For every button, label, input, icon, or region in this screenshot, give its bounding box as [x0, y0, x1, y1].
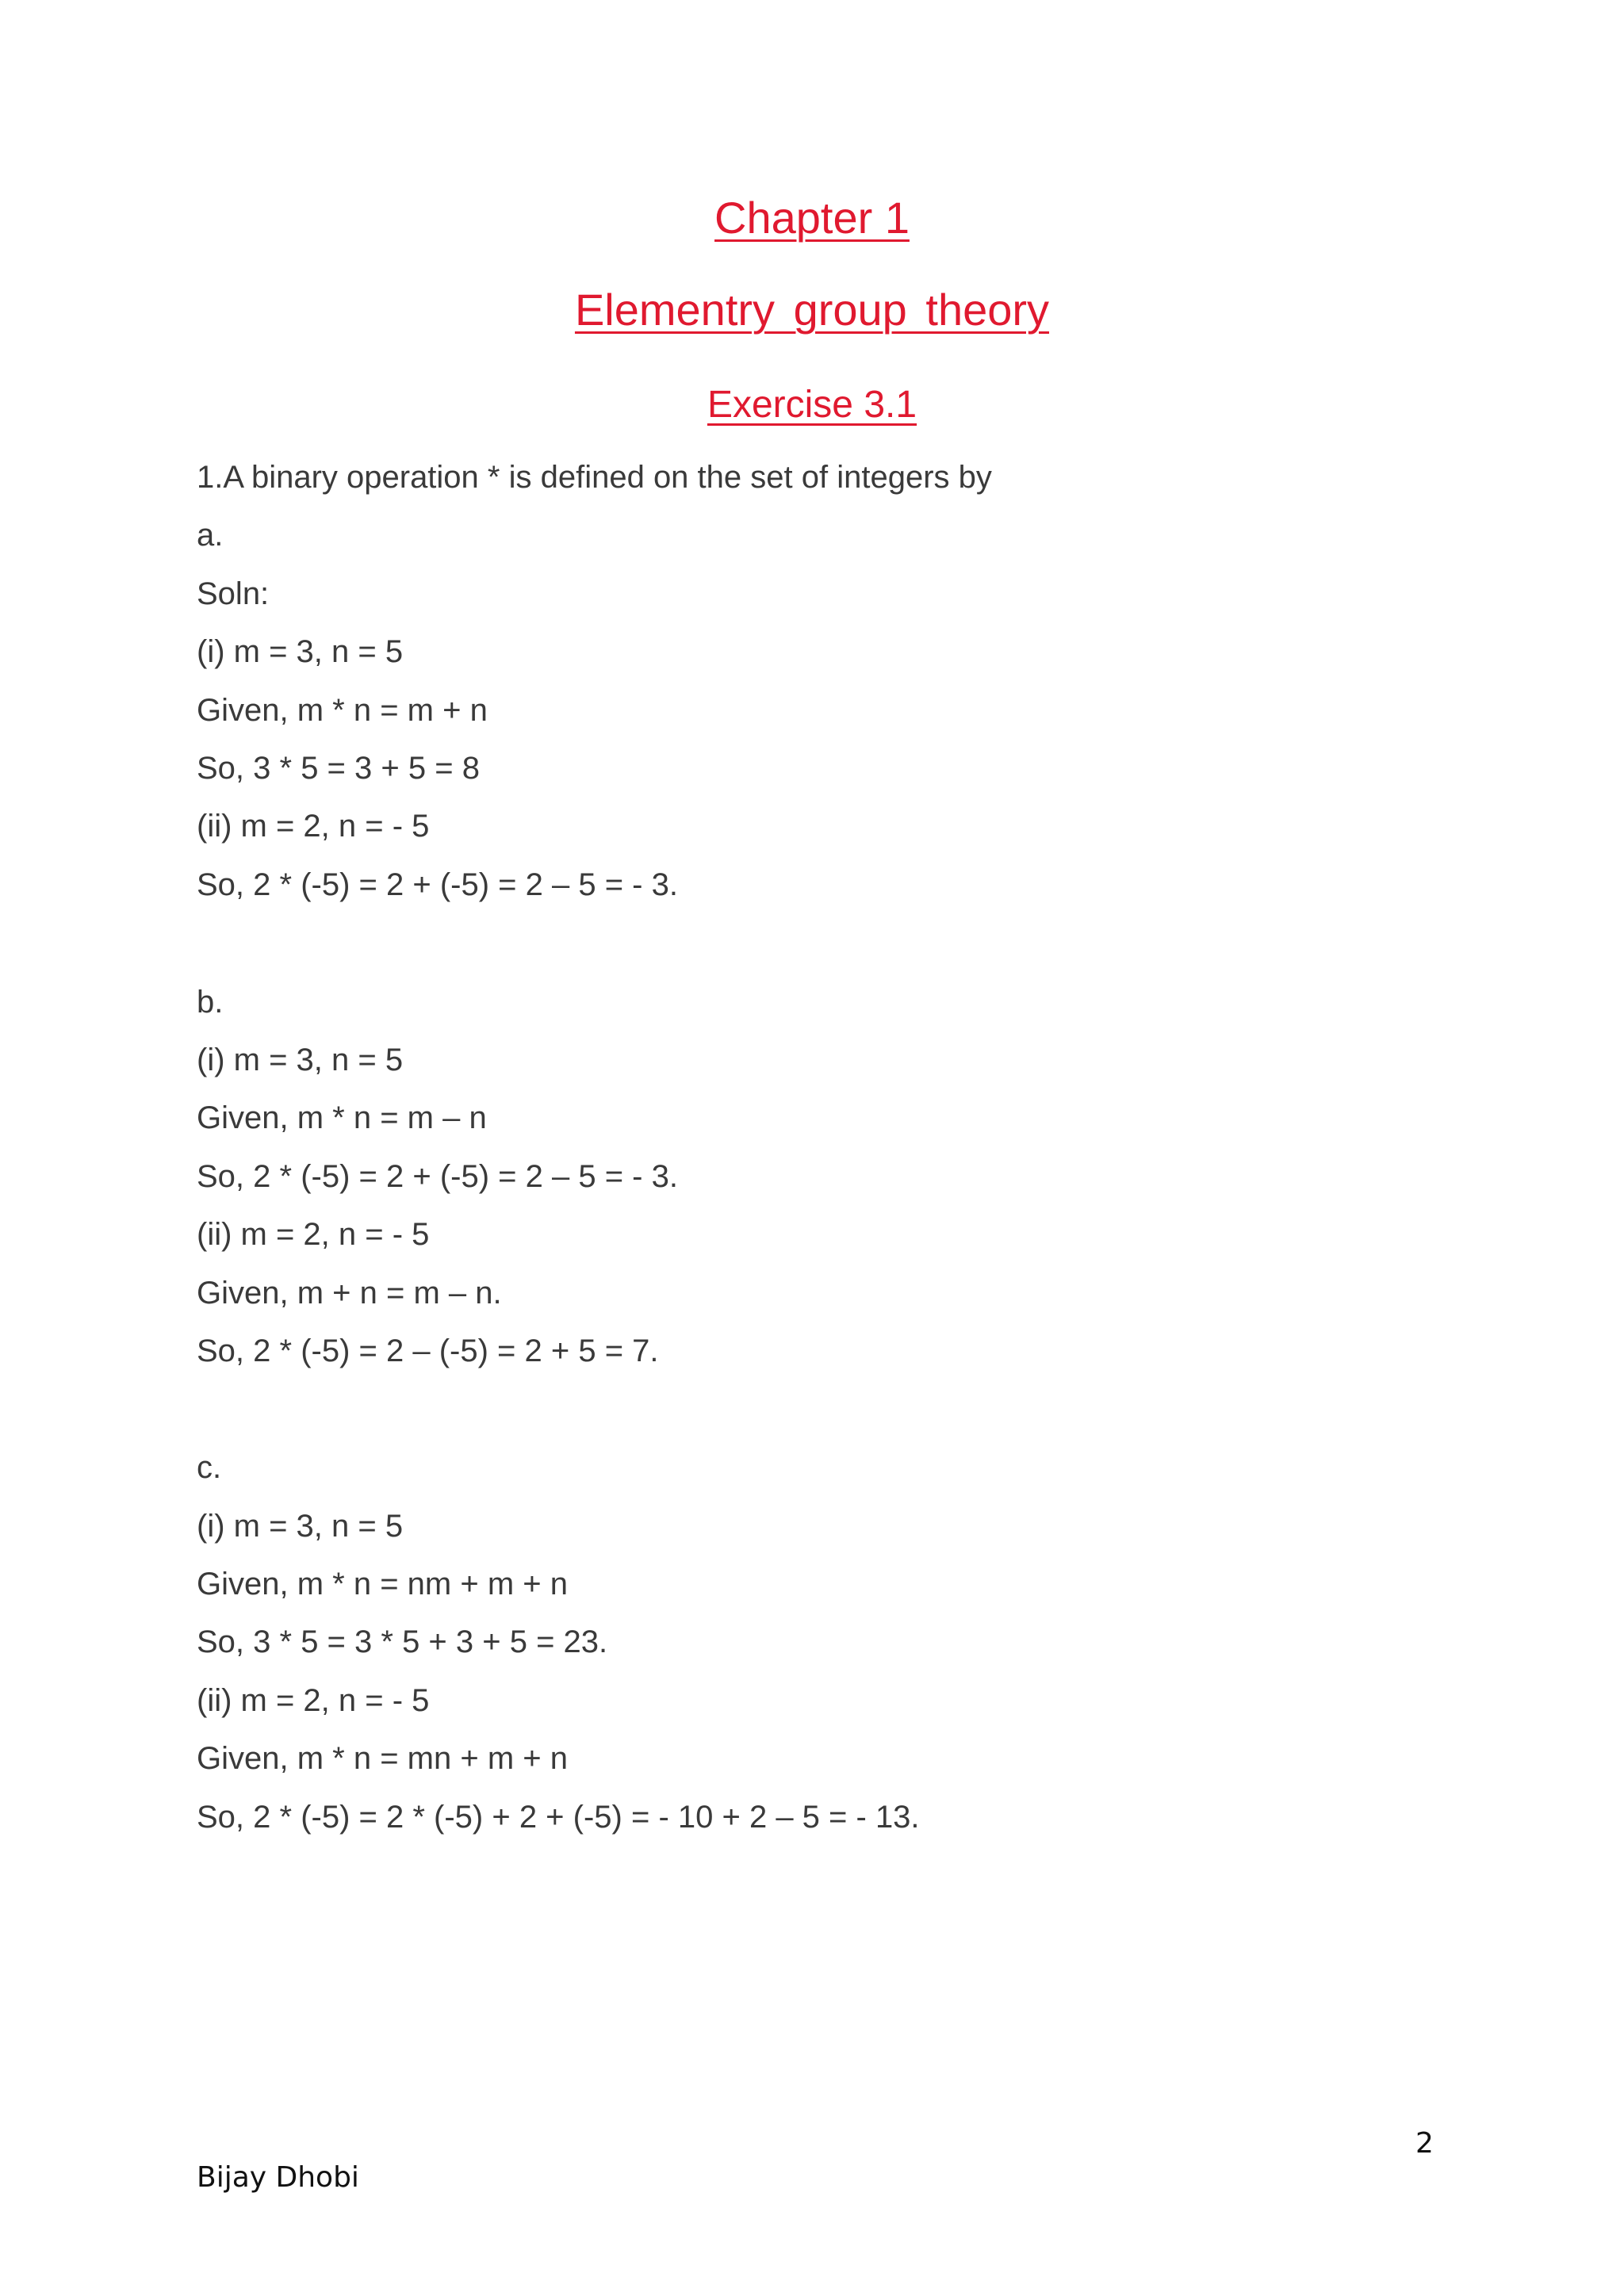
solution-label: Soln:: [197, 576, 270, 611]
part-label-c: c.: [197, 1450, 222, 1485]
body-line: So, 3 * 5 = 3 + 5 = 8: [197, 751, 480, 786]
body-line: (i) m = 3, n = 5: [197, 1043, 404, 1077]
body-line: Given, m + n = m – n.: [197, 1276, 502, 1311]
body-line: Given, m * n = m + n: [197, 693, 488, 728]
body-line: So, 2 * (-5) = 2 – (-5) = 2 + 5 = 7.: [197, 1334, 659, 1368]
body-line: (ii) m = 2, n = - 5: [197, 1217, 430, 1252]
body-line: (i) m = 3, n = 5: [197, 634, 404, 669]
exercise-title: Exercise 3.1: [707, 384, 917, 426]
page-number: 2: [1415, 2127, 1434, 2160]
body-line: So, 3 * 5 = 3 * 5 + 3 + 5 = 23.: [197, 1624, 608, 1659]
part-label-b: b.: [197, 985, 224, 1020]
chapter-title: Chapter 1: [714, 193, 910, 243]
body-line: Given, m * n = nm + m + n: [197, 1567, 568, 1601]
body-line: Given, m * n = mn + m + n: [197, 1741, 568, 1776]
body-line: So, 2 * (-5) = 2 + (-5) = 2 – 5 = - 3.: [197, 1159, 678, 1194]
body-line: So, 2 * (-5) = 2 * (-5) + 2 + (-5) = - 10 + 2 – 5 = - 13.: [197, 1800, 920, 1835]
question-text: 1.A binary operation * is defined on the set of integers by: [197, 460, 992, 495]
body-line: (i) m = 3, n = 5: [197, 1509, 404, 1544]
section-title: Elementry group theory: [574, 285, 1050, 335]
body-line: So, 2 * (-5) = 2 + (-5) = 2 – 5 = - 3.: [197, 867, 678, 902]
body-line: (ii) m = 2, n = - 5: [197, 1683, 430, 1718]
footer-author: Bijay Dhobi: [197, 2161, 359, 2194]
body-line: Given, m * n = m – n: [197, 1100, 487, 1135]
part-label-a: a.: [197, 518, 224, 553]
body-line: (ii) m = 2, n = - 5: [197, 809, 430, 844]
